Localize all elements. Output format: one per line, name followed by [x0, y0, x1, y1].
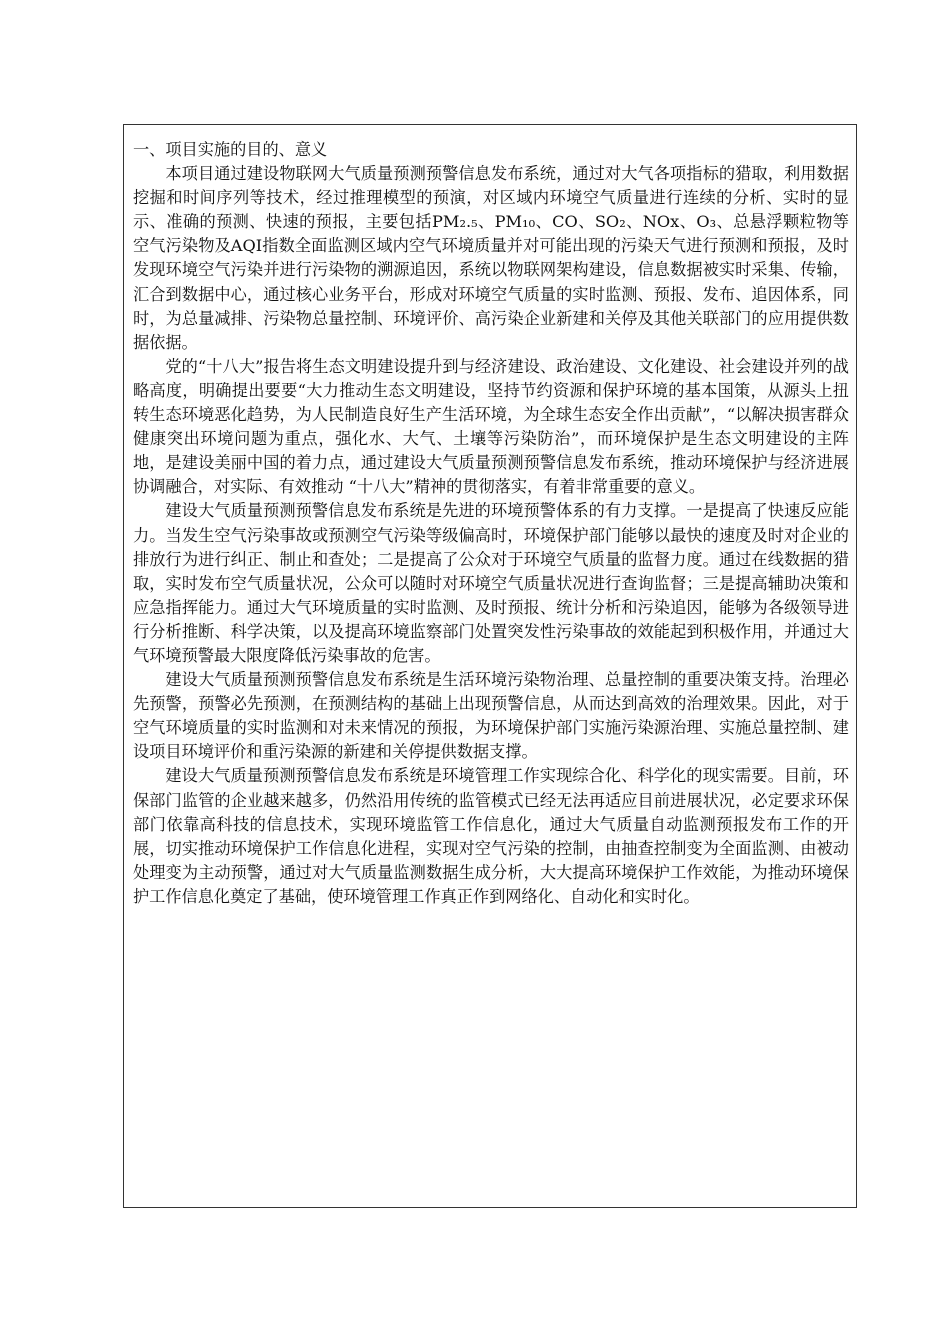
- section-title: 一、项目实施的目的、意义: [133, 140, 328, 159]
- paragraph-pollution-control: 建设大气质量预测预警信息发布系统是生活环境污染物治理、总量控制的重要决策支持。治理必先预警，预警必先预测，在预测结构的基础上出现预警信息，从而达到高效的治理效果。因此，对于空气环境质量的实时监测和对未来情况的预报，为环境保护部门实施污染源治理、实施总量控制、建设项目环境评价和重污染源的新建和关停提供数据支撑。: [133, 670, 849, 762]
- paragraph-early-warning-support: 建设大气质量预测预警信息发布系统是先进的环境预警体系的有力支撑。一是提高了快速反应能力。当发生空气污染事故或预测空气污染等级偏高时，环境保护部门能够以最快的速度及时对企业的排放行为进行纠正、制止和查处；二是提高了公众对于环境空气质量的监督力度。通过在线数据的猎取，实时发布空气质量状况，公众可以随时对环境空气质量状况进行查询监督；三是提高辅助决策和应急指挥能力。通过大气环境质量的实时监测、及时预报、统计分析和污染追因，能够为各级领导进行分析推断、科学决策，以及提高环境监察部门处置突发性污染事故的效能起到积极作用，并通过大气环境预警最大限度降低污染事故的危害。: [133, 501, 849, 665]
- paragraph-purpose: 本项目通过建设物联网大气质量预测预警信息发布系统，通过对大气各项指标的猎取，利用数据挖掘和时间序列等技术，经过推理模型的预演，对区域内环境空气质量进行连续的分析、实时的显示、准确的预测、快速的预报，主要包括PM₂.₅、PM₁₀、CO、SO₂、NOx、O₃、总悬浮颗粒物等空气污染物及AQI指数全面监测区域内空气环境质量并对可能出现的污染天气进行预测和预报，及时发现环境空气污染并进行污染物的溯源追因，系统以物联网架构建设，信息数据被实时采集、传输，汇合到数据中心，通过核心业务平台，形成对环境空气质量的实时监测、预报、发布、追因体系，同时，为总量减排、污染物总量控制、环境评价、高污染企业新建和关停及其他关联部门的应用提供数据依据。: [133, 164, 849, 352]
- paragraph-eighteenth-congress: 党的“十八大”报告将生态文明建设提升到与经济建设、政治建设、文化建设、社会建设并列的战略高度，明确提出要要“大力推动生态文明建设，坚持节约资源和保护环境的基本国策，从源头上扭转生态环境恶化趋势，为人民制造良好生产生活环境，为全球生态安全作出贡献”，“以解决损害群众健康突出环境问题为重点，强化水、大气、土壤等污染防治”，而环境保护是生态文明建设的主阵地，是建设美丽中国的着力点，通过建设大气质量预测预警信息发布系统，推动环境保护与经济进展协调融合，对实际、有效推动 “十八大”精神的贯彻落实，有着非常重要的意义。: [133, 356, 849, 497]
- paragraph-environment-management: 建设大气质量预测预警信息发布系统是环境管理工作实现综合化、科学化的现实需要。目前，环保部门监管的企业越来越多，仍然沿用传统的监管模式已经无法再适应目前进展状况，必定要求环保部门依靠高科技的信息技术，实现环境监管工作信息化，通过大气质量自动监测预报发布工作的开展，切实推动环境保护工作信息化进程，实现对空气污染的控制，由抽查控制变为全面监测、由被动处理变为主动预警，通过对大气质量监测数据生成分析，大大提高环境保护工作效能，为推动环境保护工作信息化奠定了基础，使环境管理工作真正作到网络化、自动化和实时化。: [133, 766, 849, 906]
- document-body: [133, 138, 849, 909]
